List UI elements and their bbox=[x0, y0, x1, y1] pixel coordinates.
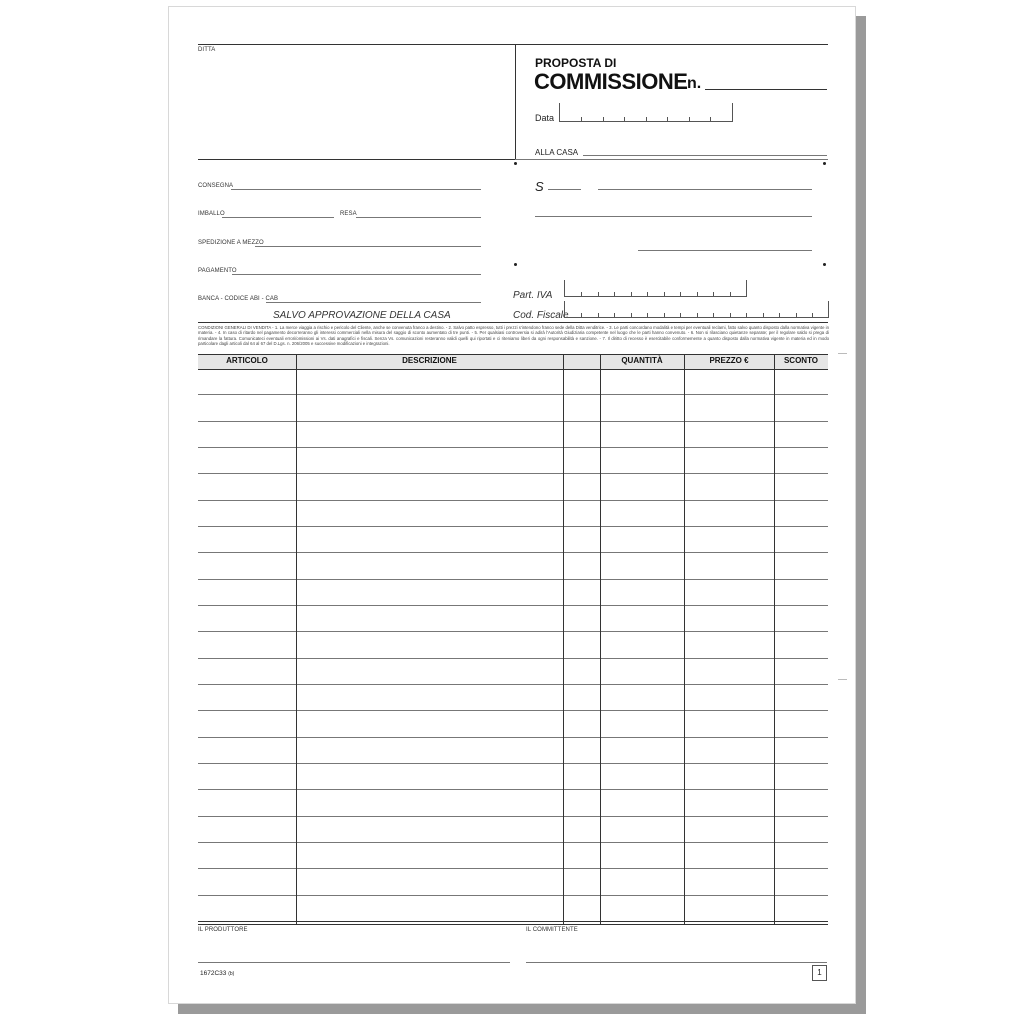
fold-mark bbox=[838, 353, 847, 354]
banca-label: BANCA - CODICE ABI - CAB bbox=[198, 296, 279, 302]
address-line-2[interactable] bbox=[535, 216, 812, 217]
table-row[interactable] bbox=[198, 816, 828, 817]
table-row[interactable] bbox=[198, 552, 828, 553]
order-form-sheet bbox=[168, 6, 856, 1004]
corner-dot bbox=[823, 162, 826, 165]
col-line bbox=[296, 354, 297, 924]
data-label: Data bbox=[535, 113, 555, 123]
corner-dot bbox=[514, 263, 517, 266]
date-input-boxes[interactable] bbox=[559, 103, 733, 122]
resa-line[interactable] bbox=[356, 217, 481, 218]
table-row[interactable] bbox=[198, 710, 828, 711]
resa-label: RESA bbox=[340, 211, 357, 217]
ditta-label: DITTA bbox=[198, 47, 216, 53]
table-row[interactable] bbox=[198, 421, 828, 422]
spedizione-line[interactable] bbox=[255, 246, 481, 247]
imballo-label: IMBALLO bbox=[198, 211, 225, 217]
col-line bbox=[600, 354, 601, 924]
col-descrizione: DESCRIZIONE bbox=[402, 356, 457, 365]
page-title: COMMISSIONE bbox=[534, 69, 688, 94]
table-row[interactable] bbox=[198, 842, 828, 843]
produttore-label: IL PRODUTTORE bbox=[198, 927, 248, 933]
page-number: 1 bbox=[812, 965, 827, 981]
table-row[interactable] bbox=[198, 895, 828, 896]
right-header-bottom bbox=[515, 159, 828, 160]
corner-dot bbox=[514, 162, 517, 165]
header-divider bbox=[515, 44, 516, 159]
table-row[interactable] bbox=[198, 868, 828, 869]
pagamento-line[interactable] bbox=[232, 274, 481, 275]
table-row[interactable] bbox=[198, 789, 828, 790]
table-row[interactable] bbox=[198, 658, 828, 659]
table-row[interactable] bbox=[198, 631, 828, 632]
cod-fiscale-boxes[interactable] bbox=[564, 301, 829, 318]
number-label: n. bbox=[687, 75, 702, 92]
alla-casa-line[interactable] bbox=[583, 155, 827, 156]
salvo-approvazione: SALVO APPROVAZIONE DELLA CASA bbox=[273, 310, 451, 321]
alla-casa-label: ALLA CASA bbox=[535, 148, 579, 157]
committente-label: IL COMMITTENTE bbox=[526, 927, 578, 933]
form-code: 1672C33 (b) bbox=[200, 970, 235, 977]
address-line-3[interactable] bbox=[638, 250, 812, 251]
col-line bbox=[774, 354, 775, 924]
col-line bbox=[563, 354, 564, 924]
table-row[interactable] bbox=[198, 605, 828, 606]
conditions-top-rule bbox=[198, 322, 828, 323]
pagamento-label: PAGAMENTO bbox=[198, 268, 237, 274]
title-line1: PROPOSTA DI bbox=[535, 56, 617, 70]
table-row[interactable] bbox=[198, 473, 828, 474]
part-iva-boxes[interactable] bbox=[564, 280, 747, 297]
spedizione-label: SPEDIZIONE A MEZZO bbox=[198, 240, 264, 246]
table-row[interactable] bbox=[198, 763, 828, 764]
left-header-bottom bbox=[198, 159, 515, 160]
col-prezzo: PREZZO € bbox=[709, 356, 749, 365]
table-row[interactable] bbox=[198, 500, 828, 501]
s-label: S bbox=[535, 179, 544, 194]
col-sconto: SCONTO bbox=[783, 356, 819, 365]
table-row[interactable] bbox=[198, 684, 828, 685]
table-row[interactable] bbox=[198, 526, 828, 527]
general-conditions-text: CONDIZIONI GENERALI DI VENDITA - 1. La merce viaggia a rischio e pericolo del Cliente, anche se convenuta franco a destino. - 2. Salvo patto espresso, tutti i prezzi s'intendono franco sede della Ditta venditrice. - 3. Le parti concordano modalità e tempi per eventuali reclami, fatto salvo quanto disposto dalla normativa vigente in materia. - 4. In caso di ritardo nel pagamento decorreranno gli interessi commerciali nella misura del saggio di sconto aumentato di tre punti. - 5. Per qualsiasi controversia si adirà l'Autorità Giudiziaria competente nel luogo che le parti hanno convenuto. - 6. Non si rilasciano quietanze separate; per il regolare saldo si prega di rimandare la fattura. Comunicateci eventuali errori/omissioni ai Vs. dati anagrafici e fiscali. Senza Vs. comunicazioni resteranno validi quelli qui riportati e ci riteniamo liberi da ogni responsabilità e sanzione. - 7. Il diritto di recesso è esercitabile conformemente a quanto disposto dalla normativa vigente in materia ed in modo particolare dagli articoli dal 64 al 67 del D.Lgs. n. 206/2005 e successive modificazioni e integrazioni. bbox=[198, 325, 829, 347]
imballo-line[interactable] bbox=[222, 217, 334, 218]
consegna-line[interactable] bbox=[231, 189, 481, 190]
banca-line[interactable] bbox=[266, 302, 481, 303]
number-line bbox=[705, 89, 827, 90]
col-line bbox=[684, 354, 685, 924]
col-articolo: ARTICOLO bbox=[226, 356, 268, 365]
s-line[interactable] bbox=[598, 189, 812, 190]
s-short-line[interactable] bbox=[548, 189, 581, 190]
top-rule bbox=[198, 44, 828, 45]
part-iva-label: Part. IVA bbox=[513, 290, 553, 301]
fold-mark bbox=[838, 679, 847, 680]
cod-fiscale-label: Cod. Fiscale bbox=[513, 310, 569, 321]
produttore-signature-line[interactable] bbox=[198, 962, 510, 963]
table-bottom-rule-2 bbox=[198, 924, 828, 925]
consegna-label: CONSEGNA bbox=[198, 183, 234, 189]
table-header bbox=[198, 354, 828, 370]
table-bottom-rule bbox=[198, 921, 828, 922]
table-row[interactable] bbox=[198, 394, 828, 395]
committente-signature-line[interactable] bbox=[526, 962, 827, 963]
table-row[interactable] bbox=[198, 737, 828, 738]
table-row[interactable] bbox=[198, 579, 828, 580]
table-row[interactable] bbox=[198, 447, 828, 448]
col-quantita: QUANTITÀ bbox=[621, 356, 663, 365]
corner-dot bbox=[823, 263, 826, 266]
